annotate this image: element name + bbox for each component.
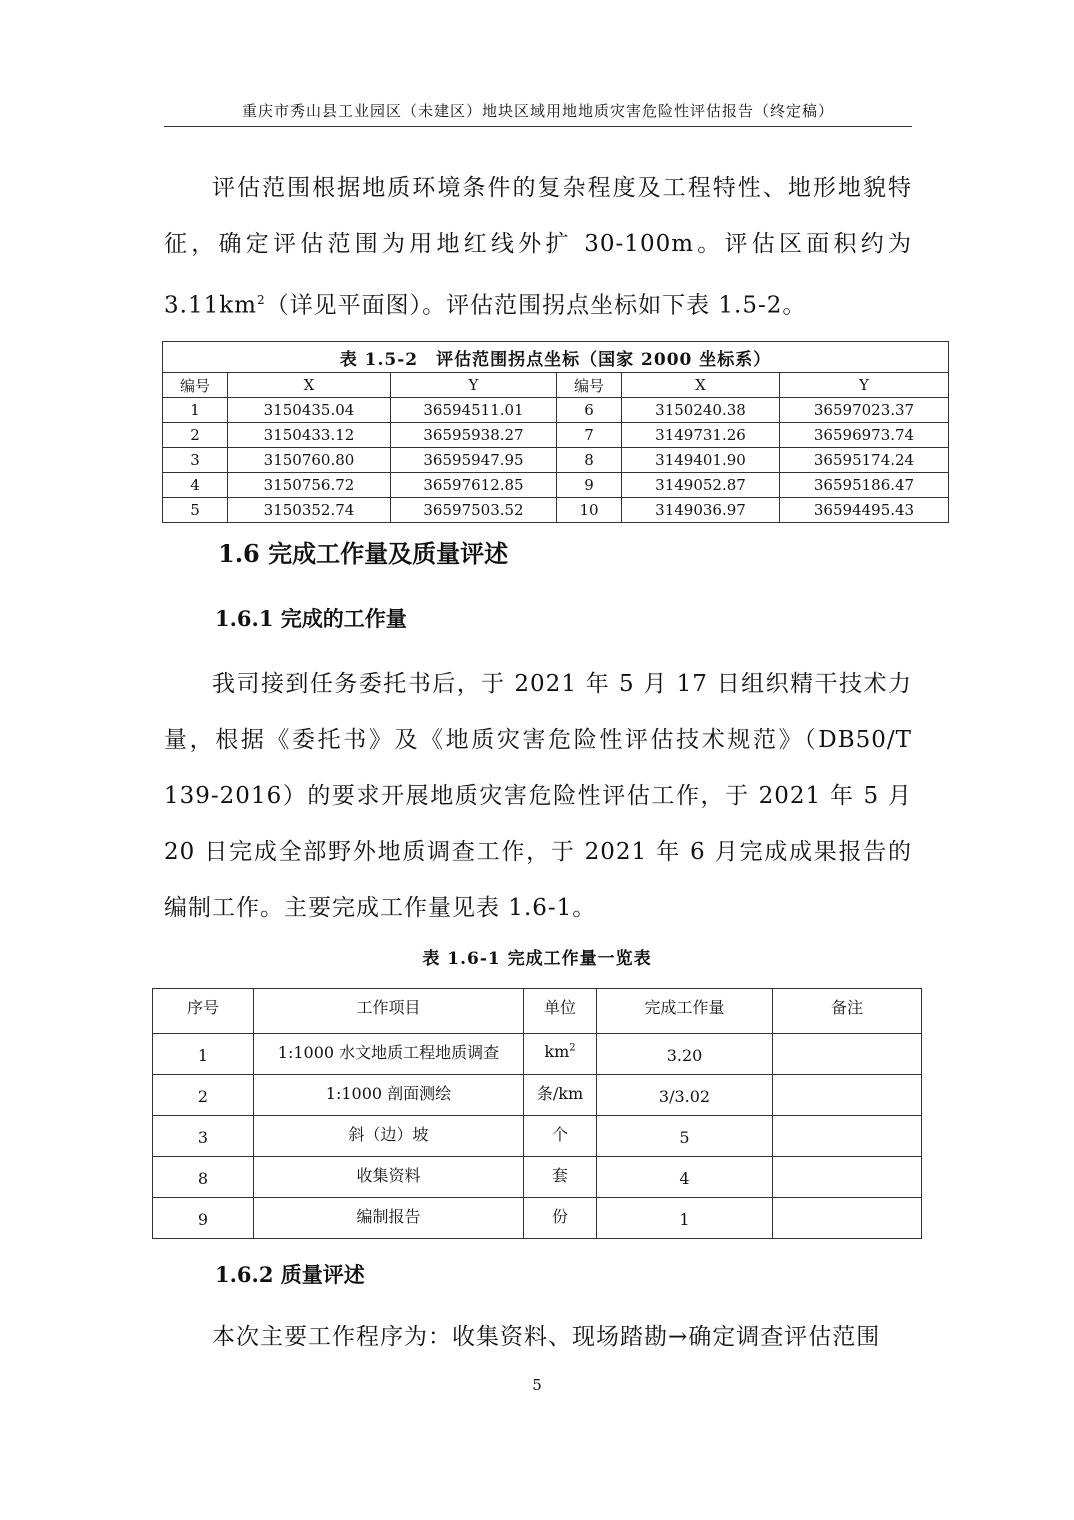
table1-header: X: [622, 373, 780, 398]
table-cell: 36597612.85: [391, 473, 557, 498]
table1-header: Y: [780, 373, 949, 398]
table-row: [163, 498, 949, 523]
table-cell: 份: [524, 1198, 597, 1239]
table-cell: 36595174.24: [780, 448, 949, 473]
page-header: [164, 100, 912, 127]
table2-header: 单位: [524, 989, 597, 1034]
table-row: [153, 1198, 922, 1239]
table-cell: 3/3.02: [597, 1075, 773, 1116]
table-cell: 6: [557, 398, 622, 423]
table-cell: [773, 1198, 922, 1239]
table-cell: 3150756.72: [228, 473, 391, 498]
table-cell: 8: [557, 448, 622, 473]
page-number: 5: [532, 1376, 542, 1394]
table1-header: 编号: [557, 373, 622, 398]
table-cell: 3: [163, 448, 228, 473]
table-cell: 10: [557, 498, 622, 523]
table-cell: 2: [163, 423, 228, 448]
table-cell: 个: [524, 1116, 597, 1157]
table-cell: 36595947.95: [391, 448, 557, 473]
table-cell: 3150240.38: [622, 398, 780, 423]
intro-sup: 2: [256, 293, 266, 307]
table-cell: 3: [153, 1116, 254, 1157]
table-cell: 套: [524, 1157, 597, 1198]
table-row: [163, 423, 949, 448]
table-cell: [773, 1075, 922, 1116]
table2-header: 序号: [153, 989, 254, 1034]
section-heading-1-6: 1.6 完成工作量及质量评述: [218, 539, 509, 568]
unit-text: km: [544, 1042, 570, 1061]
table2-caption: 表 1.6-1 完成工作量一览表: [422, 949, 652, 969]
table-cell: 条/km: [524, 1075, 597, 1116]
intro-text-2: （详见平面图）。评估范围拐点坐标如下表 1.5-2。: [265, 292, 807, 319]
table-cell: 1:1000 剖面测绘: [254, 1075, 524, 1116]
table-cell: 36595938.27: [391, 423, 557, 448]
section-heading-1-6-1: 1.6.1 完成的工作量: [215, 606, 407, 631]
table-row: [163, 398, 949, 423]
table-cell: 3149052.87: [622, 473, 780, 498]
table-cell: 8: [153, 1157, 254, 1198]
table-cell: 9: [557, 473, 622, 498]
table-cell: 3150352.74: [228, 498, 391, 523]
table-cell: 3149731.26: [622, 423, 780, 448]
table-cell: 4: [163, 473, 228, 498]
header-title: 重庆市秀山县工业园区（未建区）地块区域用地地质灾害危险性评估报告（终定稿）: [241, 102, 834, 120]
table-cell: 3150433.12: [228, 423, 391, 448]
table-cell: [524, 1034, 597, 1075]
table-cell: [773, 1116, 922, 1157]
table-cell: 3149036.97: [622, 498, 780, 523]
table-cell: 1:1000 水文地质工程地质调查: [254, 1034, 524, 1075]
table2-header-row: [153, 989, 922, 1034]
table-cell: 5: [597, 1116, 773, 1157]
table-cell: 36594511.01: [391, 398, 557, 423]
table-cell: 36596973.74: [780, 423, 949, 448]
table2-header: 工作项目: [254, 989, 524, 1034]
table1-header-row: [163, 373, 949, 398]
table1-caption: 表 1.5-2 评估范围拐点坐标（国家 2000 坐标系）: [163, 342, 949, 373]
table-cell: 36597503.52: [391, 498, 557, 523]
table-row: [153, 1116, 922, 1157]
table-cell: 4: [597, 1157, 773, 1198]
table-row: [153, 1157, 922, 1198]
work-paragraph: 我司接到任务委托书后，于 2021 年 5 月 17 日组织精干技术力量，根据《委托书》及《地质灾害危险性评估技术规范》（DB50/T 139-2016）的要求开展地质灾害危险性评估工作，于 2021 年 5 月 20 日完成全部野外地质调查工作，于 2021 年 6 月完成成果报告的编制工作。主要完成工作量见表 1.6-1。: [164, 671, 912, 921]
table1-header: X: [228, 373, 391, 398]
unit-sup: 2: [569, 1042, 576, 1054]
table-cell: 5: [163, 498, 228, 523]
table-cell: 2: [153, 1075, 254, 1116]
intro-paragraph: [164, 160, 912, 334]
intro-text-1: 评估范围根据地质环境条件的复杂程度及工程特性、地形地貌特征，确定评估范围为用地红线外扩 30-100m。评估区面积约为 3.11km: [164, 175, 912, 319]
quality-paragraph: 本次主要工作程序为：收集资料、现场踏勘→确定调查评估范围: [212, 1324, 881, 1350]
workload-table: [152, 988, 922, 1239]
table1-header: Y: [391, 373, 557, 398]
table-cell: 36595186.47: [780, 473, 949, 498]
table-cell: 3.20: [597, 1034, 773, 1075]
table-cell: 编制报告: [254, 1198, 524, 1239]
table-cell: 9: [153, 1198, 254, 1239]
table-cell: 3150435.04: [228, 398, 391, 423]
table-cell: 1: [597, 1198, 773, 1239]
table-cell: [773, 1034, 922, 1075]
table-row: [163, 448, 949, 473]
table-cell: 3149401.90: [622, 448, 780, 473]
table-cell: 36597023.37: [780, 398, 949, 423]
table1-header: 编号: [163, 373, 228, 398]
table-cell: 收集资料: [254, 1157, 524, 1198]
table-cell: 1: [153, 1034, 254, 1075]
table-row: [153, 1034, 922, 1075]
section-heading-1-6-2: 1.6.2 质量评述: [215, 1262, 365, 1287]
table-cell: 36594495.43: [780, 498, 949, 523]
coordinates-table: [162, 341, 949, 523]
table-cell: [773, 1157, 922, 1198]
table-row: [163, 473, 949, 498]
table-cell: 7: [557, 423, 622, 448]
table-cell: 3150760.80: [228, 448, 391, 473]
table-cell: 斜（边）坡: [254, 1116, 524, 1157]
table2-header: 完成工作量: [597, 989, 773, 1034]
table-row: [153, 1075, 922, 1116]
table2-header: 备注: [773, 989, 922, 1034]
table-cell: 1: [163, 398, 228, 423]
